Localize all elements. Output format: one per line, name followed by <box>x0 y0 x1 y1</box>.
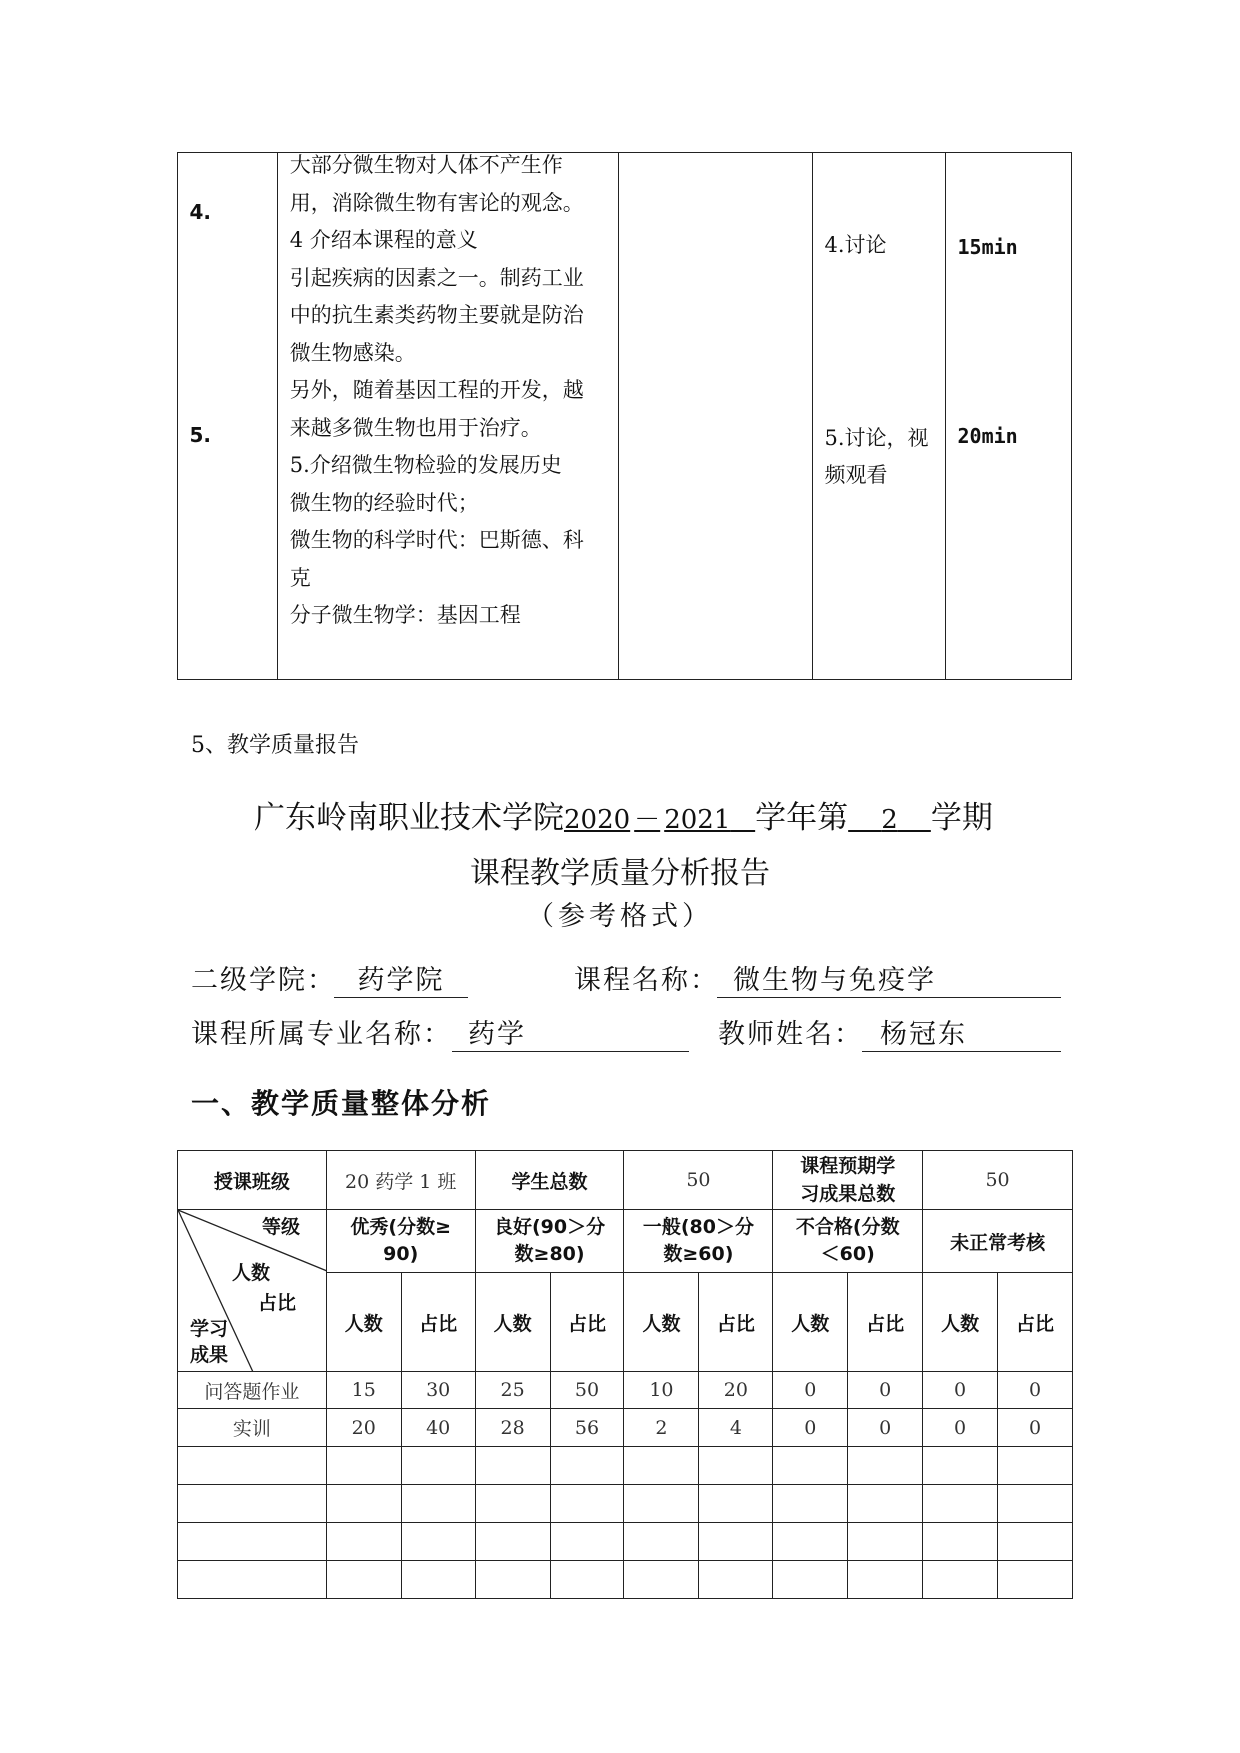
grade-excellent: 优秀(分数≥ 90) <box>326 1210 475 1273</box>
activity-4: 4.讨论 <box>824 232 887 257</box>
empty-row <box>178 1561 1073 1599</box>
quality-analysis-table <box>177 1150 1073 1599</box>
table-row <box>178 1151 1073 1210</box>
content-line: 5.介绍微生物检验的发展历史 <box>289 453 562 477</box>
time-4: 15min <box>957 234 1018 259</box>
sub-header-count: 人数 <box>773 1273 848 1372</box>
cell: 15 <box>326 1372 401 1409</box>
content-line: 微生物的经验时代； <box>289 490 479 515</box>
sub-header-ratio: 占比 <box>848 1273 923 1372</box>
content-line: 分子微生物学：基因工程 <box>289 603 521 627</box>
teacher-label: 教师姓名： <box>718 1019 863 1050</box>
content-line: 用，消除微生物有害论的观念。 <box>289 190 584 215</box>
teaching-content <box>278 147 618 635</box>
sub-header-count: 人数 <box>326 1273 401 1372</box>
grade-not-assessed: 未正常考核 <box>923 1210 1073 1273</box>
cell: 56 <box>550 1409 624 1447</box>
sub-header-ratio: 占比 <box>998 1273 1073 1372</box>
grade-average: 一般(80＞分 数≥60) <box>624 1210 773 1273</box>
activity-5-line-1: 5.讨论，视 <box>824 425 929 450</box>
section-heading: 一、教学质量整体分析 <box>191 1087 492 1120</box>
cell: 30 <box>401 1372 475 1409</box>
content-line: 引起疾病的因素之一。制药工业 <box>289 265 584 290</box>
grade-fail: 不合格(分数 ＜60) <box>773 1210 923 1273</box>
teacher-value: 杨冠东 <box>862 1012 1061 1052</box>
expected-label: 课程预期学 习成果总数 <box>773 1151 923 1210</box>
content-line: 4 介绍本课程的意义 <box>289 228 478 252</box>
expected-value: 50 <box>923 1151 1073 1210</box>
sub-header-ratio: 占比 <box>401 1273 475 1372</box>
course-label: 课程名称： <box>574 965 719 996</box>
cell: 0 <box>848 1372 923 1409</box>
content-line: 中的抗生素类药物主要就是防治 <box>289 303 584 327</box>
cell: 0 <box>998 1372 1073 1409</box>
cell: 0 <box>923 1372 998 1409</box>
time-5: 20min <box>957 423 1018 448</box>
teaching-process-table <box>177 152 1072 680</box>
cell: 2 <box>624 1409 699 1447</box>
activity-5-line-2: 频观看 <box>824 462 888 487</box>
class-value: 20 药学 1 班 <box>326 1151 475 1210</box>
diag-count: 人数 <box>232 1262 271 1284</box>
content-line: 另外，随着基因工程的开发，越 <box>289 378 584 402</box>
table-row <box>178 1409 1073 1447</box>
diag-grade: 等级 <box>262 1216 301 1238</box>
content-line: 微生物的科学时代：巴斯德、科 <box>289 528 584 552</box>
table-row <box>178 1210 1073 1273</box>
cell: 50 <box>550 1372 624 1409</box>
cell: 0 <box>773 1372 848 1409</box>
row-name: 实训 <box>178 1409 327 1447</box>
teaching-content-cell <box>277 153 618 680</box>
sub-header-count: 人数 <box>923 1273 998 1372</box>
format-note: （参考格式） <box>527 901 713 932</box>
empty-row <box>178 1447 1073 1485</box>
empty-row <box>178 1485 1073 1523</box>
year-from: 2020 <box>564 805 631 835</box>
cell: 20 <box>699 1372 773 1409</box>
sub-header-ratio: 占比 <box>550 1273 624 1372</box>
students-label: 学生总数 <box>475 1151 624 1210</box>
row-name: 问答题作业 <box>178 1372 327 1409</box>
year-to: 2021 <box>664 805 731 835</box>
cell: 0 <box>773 1409 848 1447</box>
course-value: 微生物与免疫学 <box>717 958 1061 998</box>
report-title <box>254 792 993 837</box>
diag-outcome-1: 学习 <box>190 1318 229 1340</box>
content-line: 大部分微生物对人体不产生作 <box>289 153 563 177</box>
cell: 10 <box>624 1372 699 1409</box>
year-suffix: 学年第 <box>755 800 849 836</box>
cell: 28 <box>475 1409 550 1447</box>
cell: 0 <box>848 1409 923 1447</box>
empty-row <box>178 1523 1073 1561</box>
report-subtitle: 课程教学质量分析报告 <box>470 856 770 891</box>
cell: 40 <box>401 1409 475 1447</box>
diag-ratio: 占比 <box>258 1292 297 1314</box>
major-label: 课程所属专业名称： <box>191 1019 452 1050</box>
grade-good: 良好(90＞分 数≥80) <box>475 1210 624 1273</box>
diagonal-header <box>178 1210 327 1372</box>
cell: 4 <box>699 1409 773 1447</box>
major-value: 药学 <box>452 1012 689 1052</box>
section-label: 5、教学质量报告 <box>191 733 359 758</box>
cell: 0 <box>998 1409 1073 1447</box>
activity-cell <box>812 153 946 680</box>
step-number-5: 5. <box>189 422 212 447</box>
college-label: 二级学院： <box>191 965 336 996</box>
term-suffix: 学期 <box>930 800 993 836</box>
table-row <box>178 1372 1073 1409</box>
college-value: 药学院 <box>334 958 468 998</box>
content-line: 克 <box>289 565 311 590</box>
sub-header-count: 人数 <box>624 1273 699 1372</box>
title-prefix: 广东岭南职业技术学院 <box>254 800 564 836</box>
empty-cell <box>619 153 813 680</box>
cell: 0 <box>923 1409 998 1447</box>
time-cell <box>946 153 1072 680</box>
cell: 25 <box>475 1372 550 1409</box>
step-number-4: 4. <box>189 199 212 224</box>
year-separator: － <box>634 805 661 835</box>
step-number-cell <box>178 153 278 680</box>
sub-header-count: 人数 <box>475 1273 550 1372</box>
diag-outcome-2: 成果 <box>190 1344 229 1366</box>
term: 2 <box>881 805 898 835</box>
cell: 20 <box>326 1409 401 1447</box>
class-label: 授课班级 <box>178 1151 327 1210</box>
sub-header-ratio: 占比 <box>699 1273 773 1372</box>
content-line: 微生物感染。 <box>289 340 416 365</box>
content-line: 来越多微生物也用于治疗。 <box>289 415 542 440</box>
students-value: 50 <box>624 1151 773 1210</box>
